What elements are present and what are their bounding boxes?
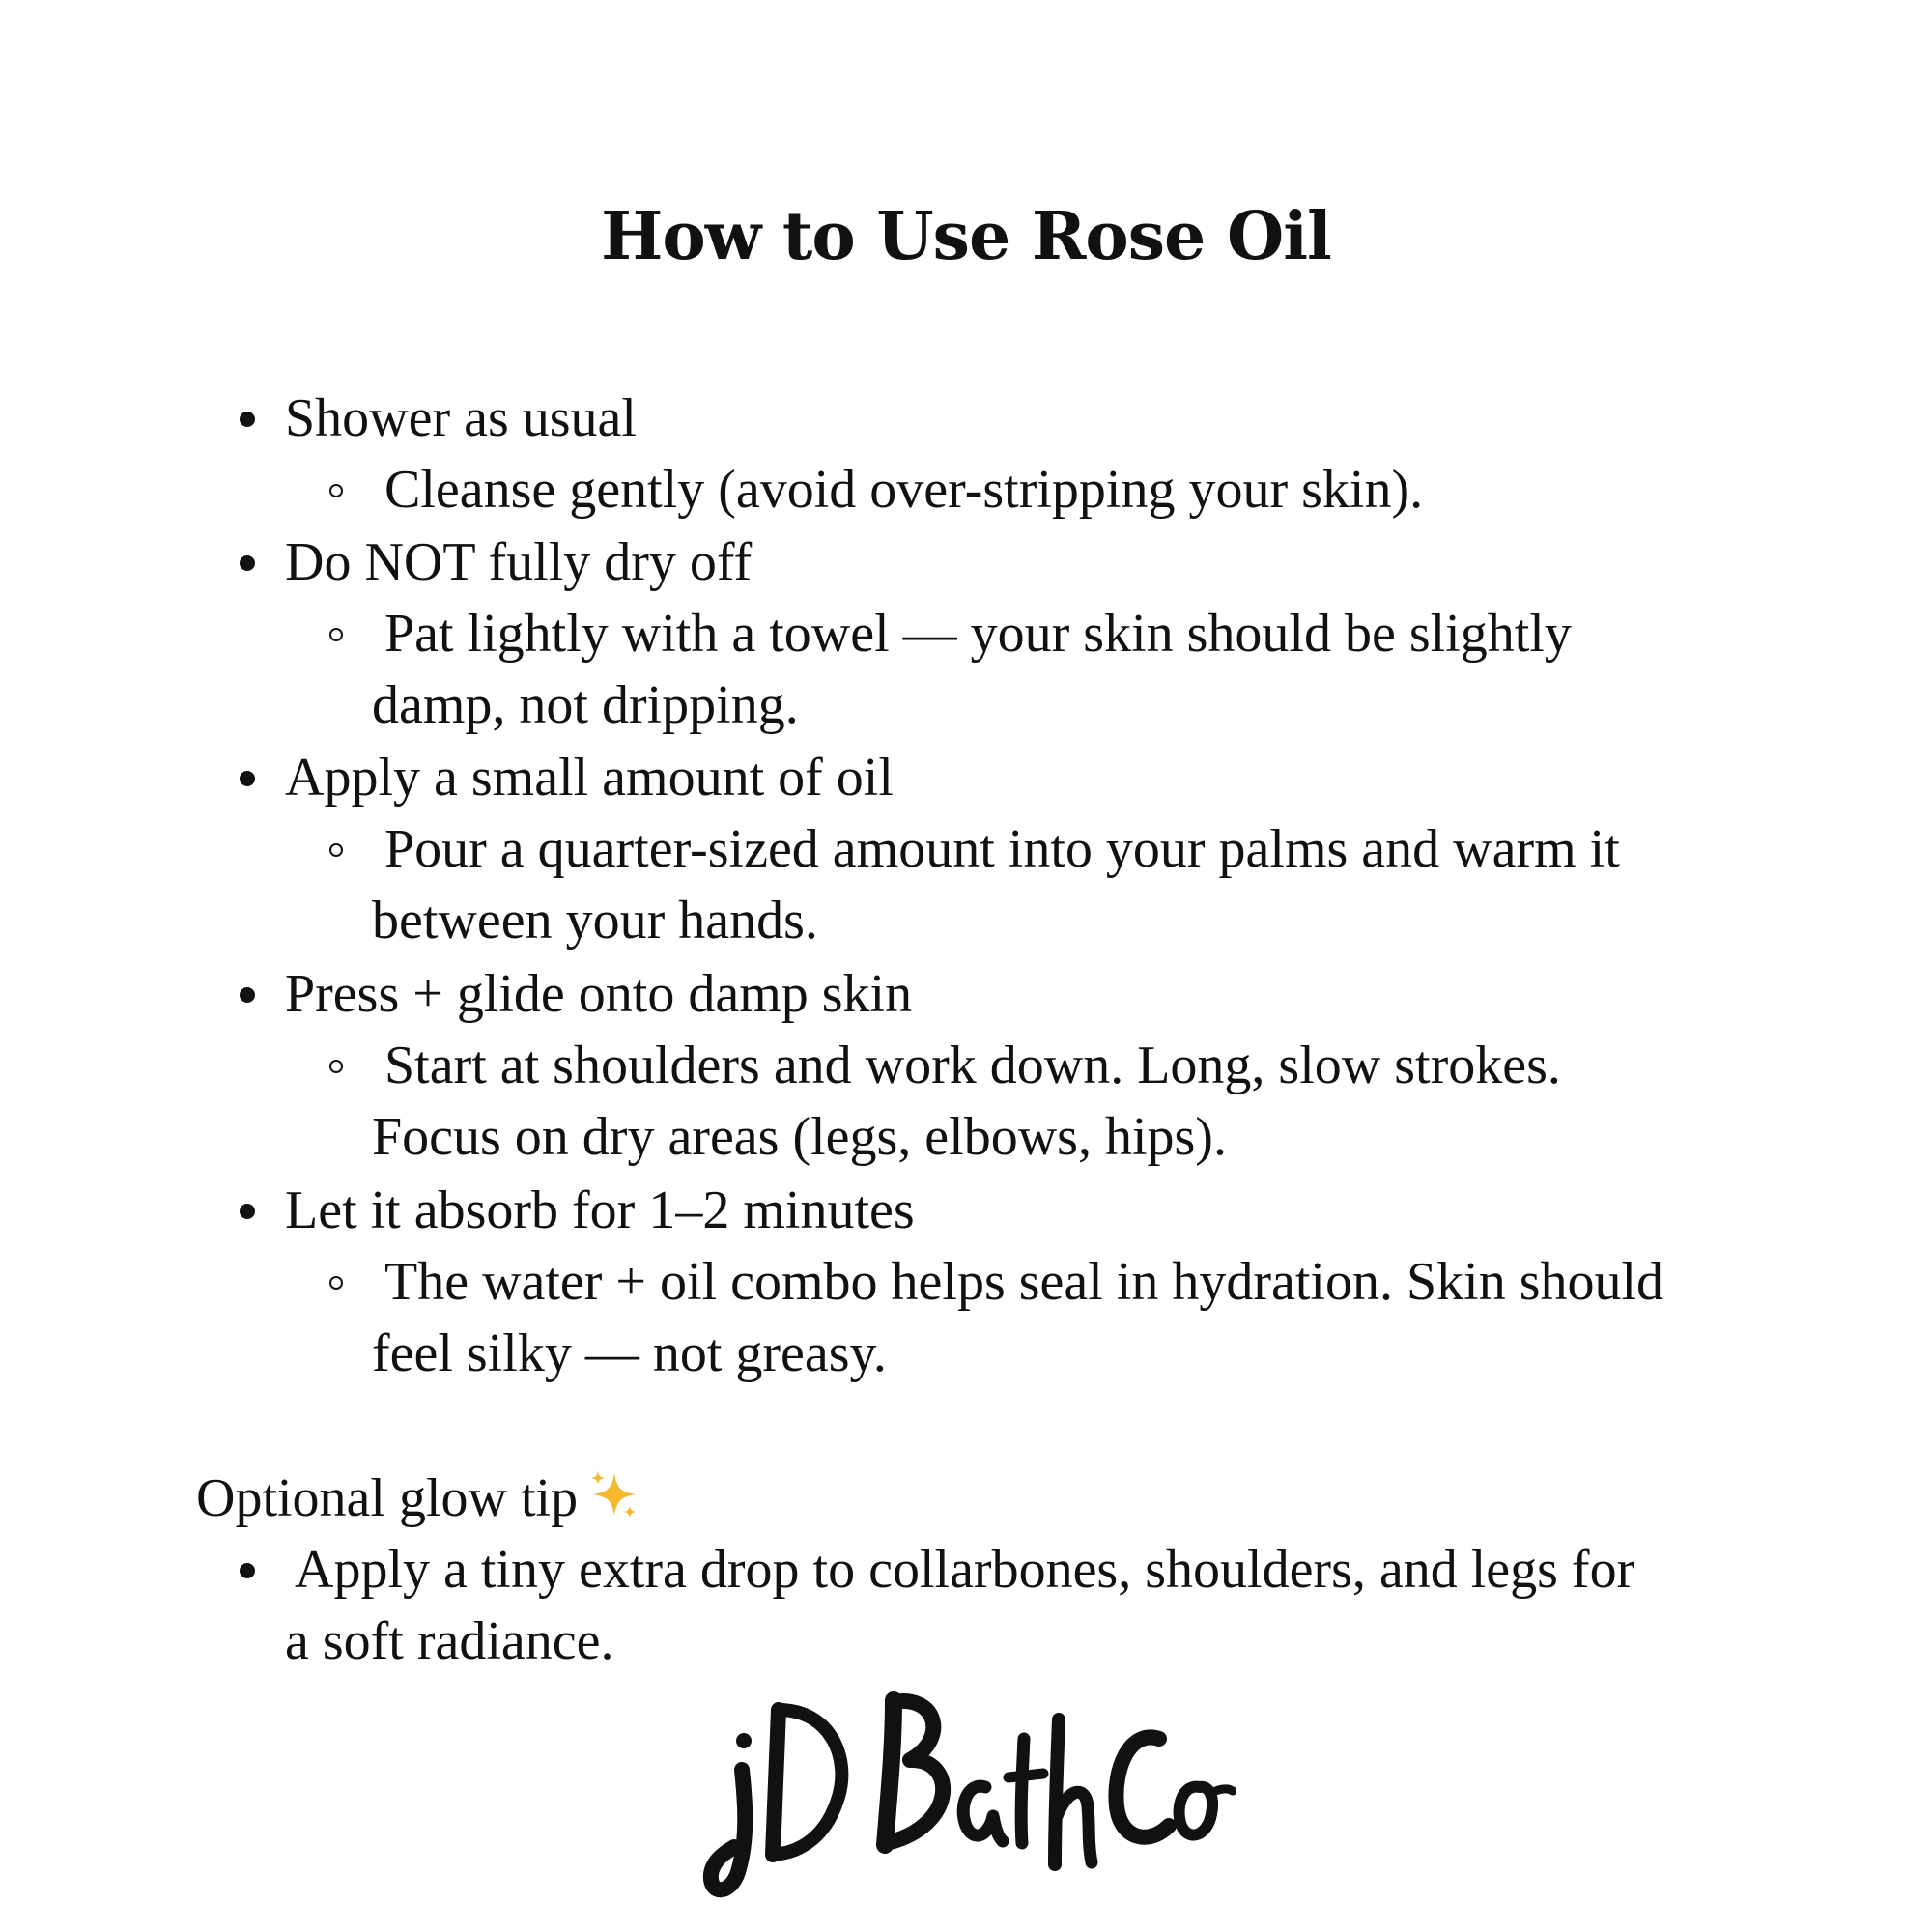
step-detail: Pat lightly with a towel — your skin should be slightly: [384, 604, 1572, 664]
step-detail: Cleanse gently (avoid over-stripping your skin).: [384, 460, 1424, 520]
step-main: Do NOT fully dry off: [285, 532, 753, 592]
step-bullet: [240, 555, 255, 571]
step-bullet: [240, 412, 255, 427]
step-detail-cont: feel silky — not greasy.: [372, 1323, 887, 1383]
step-bullet: [240, 1204, 255, 1219]
step-main: Press + glide onto damp skin: [285, 964, 913, 1024]
substep-bullet: [329, 843, 343, 857]
tip-text-cont: a soft radiance.: [285, 1611, 614, 1671]
step-detail-cont: between your hands.: [372, 891, 818, 951]
tip-heading: [196, 1463, 641, 1534]
step-bullet: [240, 987, 255, 1003]
step-main: Shower as usual: [285, 388, 637, 448]
step-main: Apply a small amount of oil: [285, 748, 894, 808]
tip-text: Apply a tiny extra drop to collarbones, shoulders, and legs for: [295, 1540, 1635, 1600]
page-title: How to Use Rose Oil: [601, 198, 1331, 275]
brand-logo: [696, 1681, 1236, 1903]
sparkles-icon: [587, 1467, 641, 1521]
step-bullet: [240, 771, 255, 786]
substep-bullet: [329, 1060, 343, 1073]
tip-heading-text: Optional glow tip: [196, 1468, 579, 1528]
step-detail: Start at shoulders and work down. Long, slow strokes.: [384, 1036, 1561, 1095]
substep-bullet: [329, 484, 343, 497]
step-detail: Pour a quarter-sized amount into your palms and warm it: [384, 819, 1620, 879]
step-detail-cont: damp, not dripping.: [372, 675, 799, 735]
step-main: Let it absorb for 1–2 minutes: [285, 1180, 915, 1240]
step-detail-cont: Focus on dry areas (legs, elbows, hips).: [372, 1107, 1227, 1167]
substep-bullet: [329, 628, 343, 641]
tip-bullet: [240, 1563, 255, 1578]
step-detail: The water + oil combo helps seal in hydration. Skin should: [384, 1252, 1664, 1312]
substep-bullet: [329, 1276, 343, 1290]
